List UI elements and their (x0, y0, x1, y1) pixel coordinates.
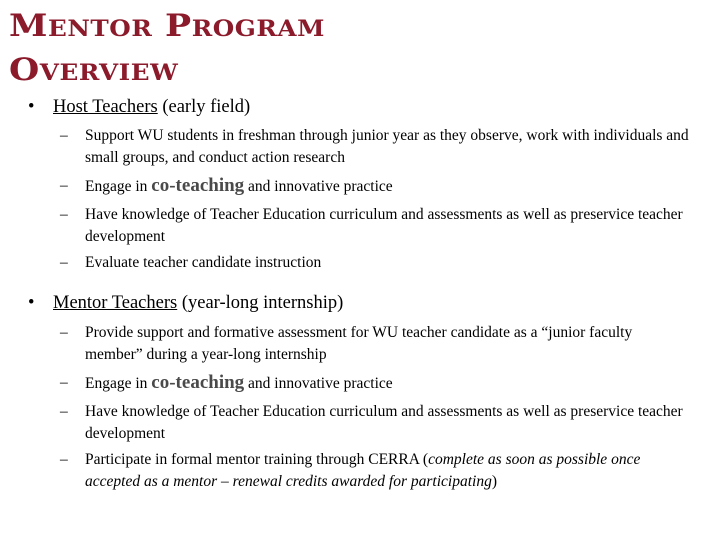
list-item (60, 449, 690, 493)
list-item (60, 175, 690, 198)
section-qualifier: (early field) (162, 97, 251, 117)
item-text: Have knowledge of Teacher Education curriculum and assessments as well as preservice teacher development (85, 403, 683, 442)
list-item (60, 204, 690, 248)
list-item (60, 322, 690, 366)
slide-title (9, 4, 325, 92)
item-text: Provide support and formative assessment for WU teacher candidate as a “junior faculty member” during a year-long internship (85, 324, 633, 363)
item-text: Participate in formal mentor training through CERRA (complete as soon as possible once accepted as a mentor – renewal credits awarded for participating) (85, 451, 641, 490)
dash: – (60, 206, 68, 223)
section-heading: Host Teachers (53, 97, 158, 117)
dash: – (60, 374, 68, 391)
dash: – (60, 127, 68, 144)
item-text: Engage in co-teaching and innovative practice (85, 175, 393, 196)
list-item (60, 372, 690, 395)
dash: – (60, 324, 68, 341)
co-teaching-highlight: co-teaching (151, 175, 245, 196)
dash: – (60, 451, 68, 468)
section-host-teachers (28, 96, 250, 118)
section-heading: Mentor Teachers (53, 293, 178, 313)
dash: – (60, 254, 68, 271)
list-item (60, 252, 690, 274)
section-mentor-teachers (28, 292, 343, 314)
item-text: Evaluate teacher candidate instruction (85, 254, 322, 271)
dash: – (60, 403, 68, 420)
italic-note: complete as soon as possible once accepted as a mentor – renewal credits awarded for participating (85, 451, 641, 490)
dash: – (60, 177, 68, 194)
item-text: Engage in co-teaching and innovative practice (85, 372, 393, 393)
bullet: • (28, 97, 35, 117)
title-line-1: Mentor Program (9, 8, 325, 44)
title-line-2: Overview (9, 52, 179, 88)
item-text: Have knowledge of Teacher Education curriculum and assessments as well as preservice teacher development (85, 206, 683, 245)
bullet: • (28, 293, 35, 313)
section-qualifier: (year-long internship) (181, 293, 344, 313)
item-text: Support WU students in freshman through junior year as they observe, work with individuals and small groups, and conduct action research (85, 127, 689, 166)
co-teaching-highlight: co-teaching (151, 372, 245, 393)
list-item (60, 125, 690, 169)
list-item (60, 401, 690, 445)
